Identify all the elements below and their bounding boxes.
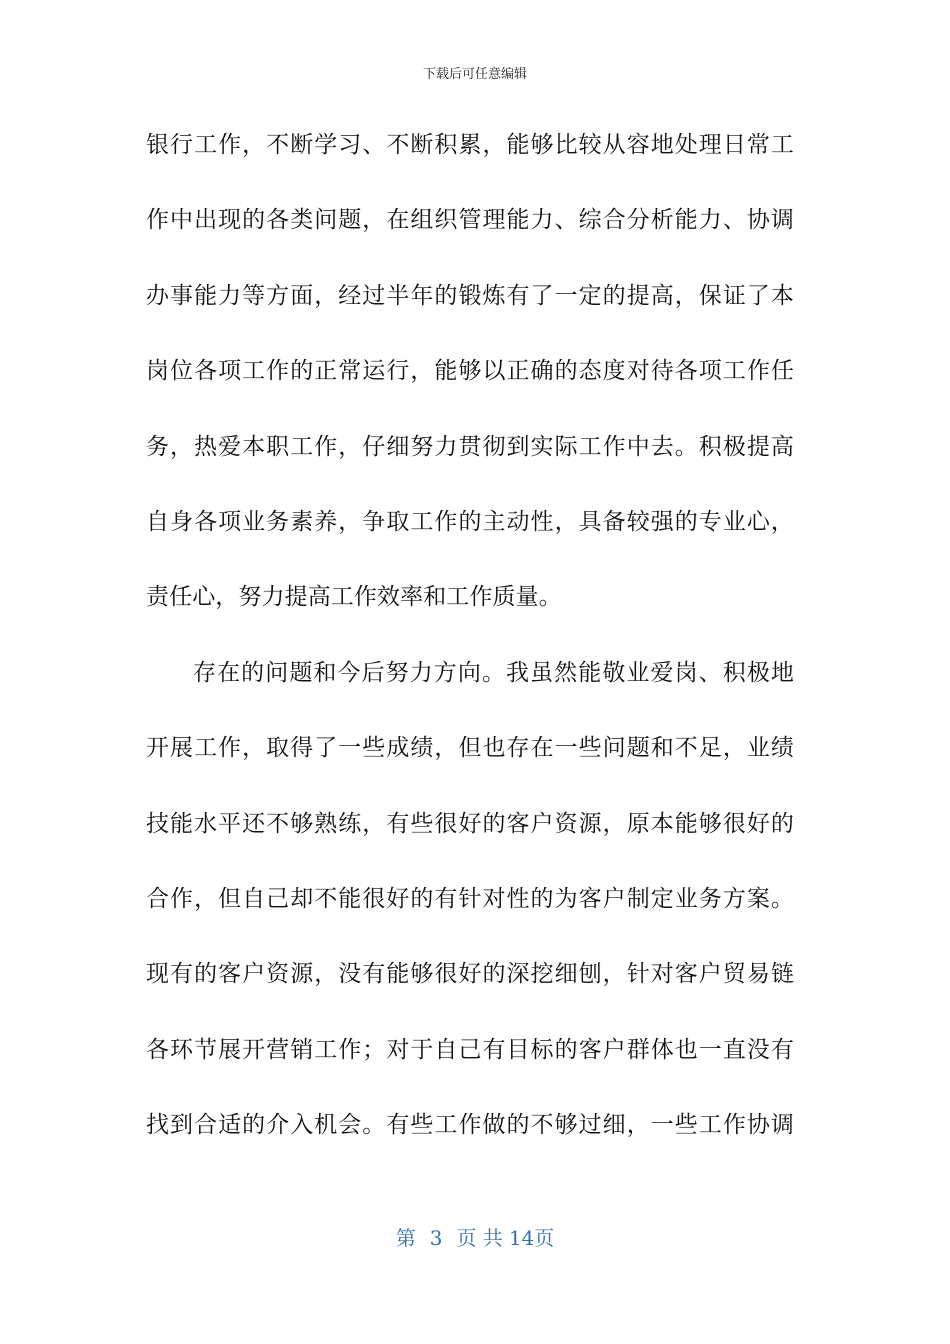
paragraph-line: 存在的问题和今后努力方向。我虽然能敬业爱岗、积极地 [193, 659, 794, 686]
paragraph-line: 作中出现的各类问题，在组织管理能力、综合分析能力、协调 [146, 207, 794, 234]
paragraph-line: 开展工作，取得了一些成绩，但也存在一些问题和不足，业绩 [146, 735, 794, 762]
paragraph-line: 办事能力等方面，经过半年的锻炼有了一定的提高，保证了本 [146, 282, 794, 309]
header-text: 下载后可任意编辑 [422, 67, 527, 82]
paragraph-2 [146, 655, 794, 1183]
paragraph-line: 责任心，努力提高工作效率和工作质量。 [146, 584, 562, 611]
footer-suffix: 页 [534, 1226, 555, 1250]
paragraph-line: 合作，但自己却不能很好的有针对性的为客户制定业务方案。 [146, 885, 794, 912]
paragraph-line: 找到合适的介入机会。有些工作做的不够过细，一些工作协调 [146, 1112, 794, 1139]
paragraph-line: 技能水平还不够熟练，有些很好的客户资源，原本能够很好的 [146, 810, 794, 837]
page-header [0, 66, 950, 84]
paragraph-line: 务，热爱本职工作，仔细努力贯彻到实际工作中去。积极提高 [146, 433, 794, 460]
document-body [146, 127, 794, 1182]
page-footer [0, 1225, 950, 1251]
paragraph-line: 各环节展开营销工作；对于自己有目标的客户群体也一直没有 [146, 1036, 794, 1063]
paragraph-line: 岗位各项工作的正常运行，能够以正确的态度对待各项工作任 [146, 358, 794, 385]
paragraph-line: 现有的客户资源，没有能够很好的深挖细刨，针对客户贸易链 [146, 961, 794, 988]
paragraph-line: 银行工作，不断学习、不断积累，能够比较从容地处理日常工 [146, 132, 794, 158]
paragraph-1 [146, 127, 794, 655]
paragraph-line: 自身各项业务素养，争取工作的主动性，具备较强的专业心， [146, 508, 794, 535]
footer-total-pages: 14 [508, 1226, 535, 1250]
footer-page-number: 3 [429, 1226, 443, 1250]
footer-middle: 页 共 [456, 1226, 503, 1250]
footer-prefix: 第 [395, 1226, 416, 1250]
